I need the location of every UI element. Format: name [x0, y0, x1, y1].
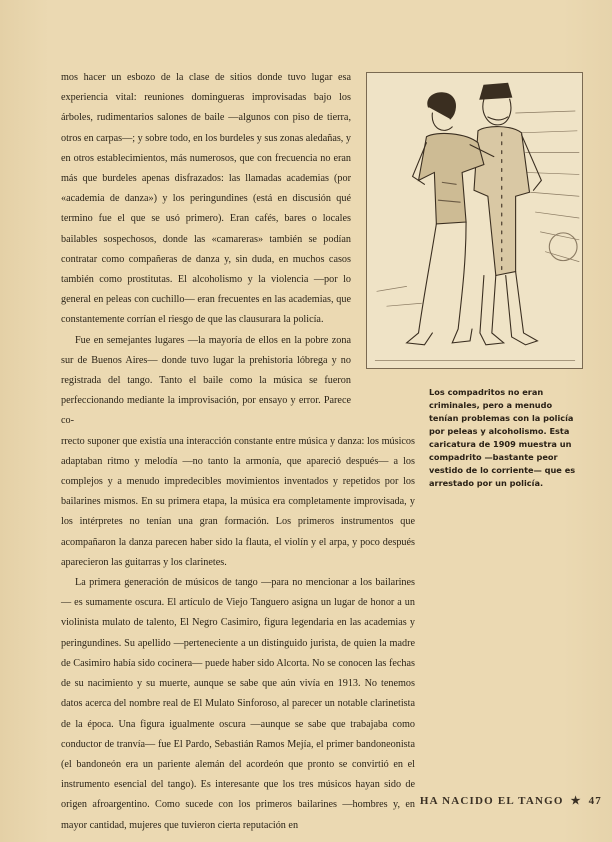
star-icon: ★	[570, 795, 582, 807]
running-footer	[420, 794, 602, 807]
paragraph-1: mos hacer un esbozo de la clase de sitios donde tuvo lugar esa experiencia vital: reuniones domingueras improvisadas bajo los árboles, rudimentarios salones de baile —algunos con piso de tierra, otros en carpas—; y sobre todo, en los burdeles y sus zonas aledañas, y en otros establecimientos, más numerosos, que con frecuencia no eran más que burdeles apenas disfrazados: las llamadas academias (por «academia de danza») y los peringundines (está en discusión qué termino fue el que se usó primero). Eran cafés, bares o locales bailables sospechosos, donde las «camareras» también se podían contratar como compañeras de danza y, sin duda, en muchos casos también como prostitutas. El alcoholismo y la violencia —por lo general en peleas con cuchillo— eran frecuentes en las academias, que constantemente corrían el riesgo de que las clausurara la policía.	[61, 72, 351, 326]
figure-caption: Los compadritos no eran criminales, pero a menudo tenían problemas con la policía por peleas y alcoholismo. Esta caricatura de 1909 muestra un compadrito —bastante peor vestido de lo corriente— que es arrestado por un policía.	[429, 387, 576, 488]
arrest-caricature-drawing	[367, 73, 582, 368]
article-body	[61, 68, 415, 836]
paragraph-3: La primera generación de músicos de tango —para no mencionar a los bailarines— es sumamente oscura. El artículo de Viejo Tanguero asigna un lugar de honor a un violinista mulato de talento, El Negro Casimiro, figura legendaria en las academias y peringundines. Su apellido —perteneciente a un distinguido jurista, de quien la madre de Casimiro había sido cocinera— puede haber sido Alcorta. No se conocen las fechas de su nacimiento y su muerte, aunque se sabe que aún vivía en 1913. No tenemos datos acerca del nombre real de El Mulato Sinforoso, al parecer un notable clarinetista de la época. Una figura igualmente oscura —aunque se sabe que trabajaba como conductor de tranvía— fue El Pardo, Sebastián Ramos Mejía, el primer bandoneonista (el bandoneón era un pariente alemán del acordeón que pronto se convirtió en el instrumento esencial del tango). Es interesante que los tres músicos hayan sido de origen afroargentino. Como sucede con los primeros bailarines —hombres y, en mayor cantidad, mujeres que tuvieron cierta reputación en	[61, 577, 415, 831]
narrow-column	[61, 68, 351, 432]
book-title: HA NACIDO EL TANGO	[419, 795, 564, 807]
caricature-illustration	[366, 72, 583, 369]
page-number: 47	[588, 795, 602, 807]
paragraph-2-start: Fue en semejantes lugares —la mayoría de ellos en la pobre zona sur de Buenos Aires— donde tuvo lugar la prehistoria lóbrega y no registrada del tango. Tanto el baile como la música se fueron perfeccionando mediante la improvisación, por ensayo y error. Parece co-	[61, 334, 351, 427]
paragraph-2-continued: rrecto suponer que existía una interacción constante entre música y danza: los músicos adaptaban ritmo y melodía —no tanto la armonía, que apareció después— a los complejos y a menudo impredecibles movimientos inventados y repetidos por los bailarines mismos. En su primera etapa, la música era completamente improvisada, y los intérpretes no tenían una gran formación. Los primeros instrumentos que acompañaron la danza parecen haber sido la flauta, el violín y el arpa, y poco después aparecieron las guitarras y los clarinetes.	[61, 435, 415, 568]
